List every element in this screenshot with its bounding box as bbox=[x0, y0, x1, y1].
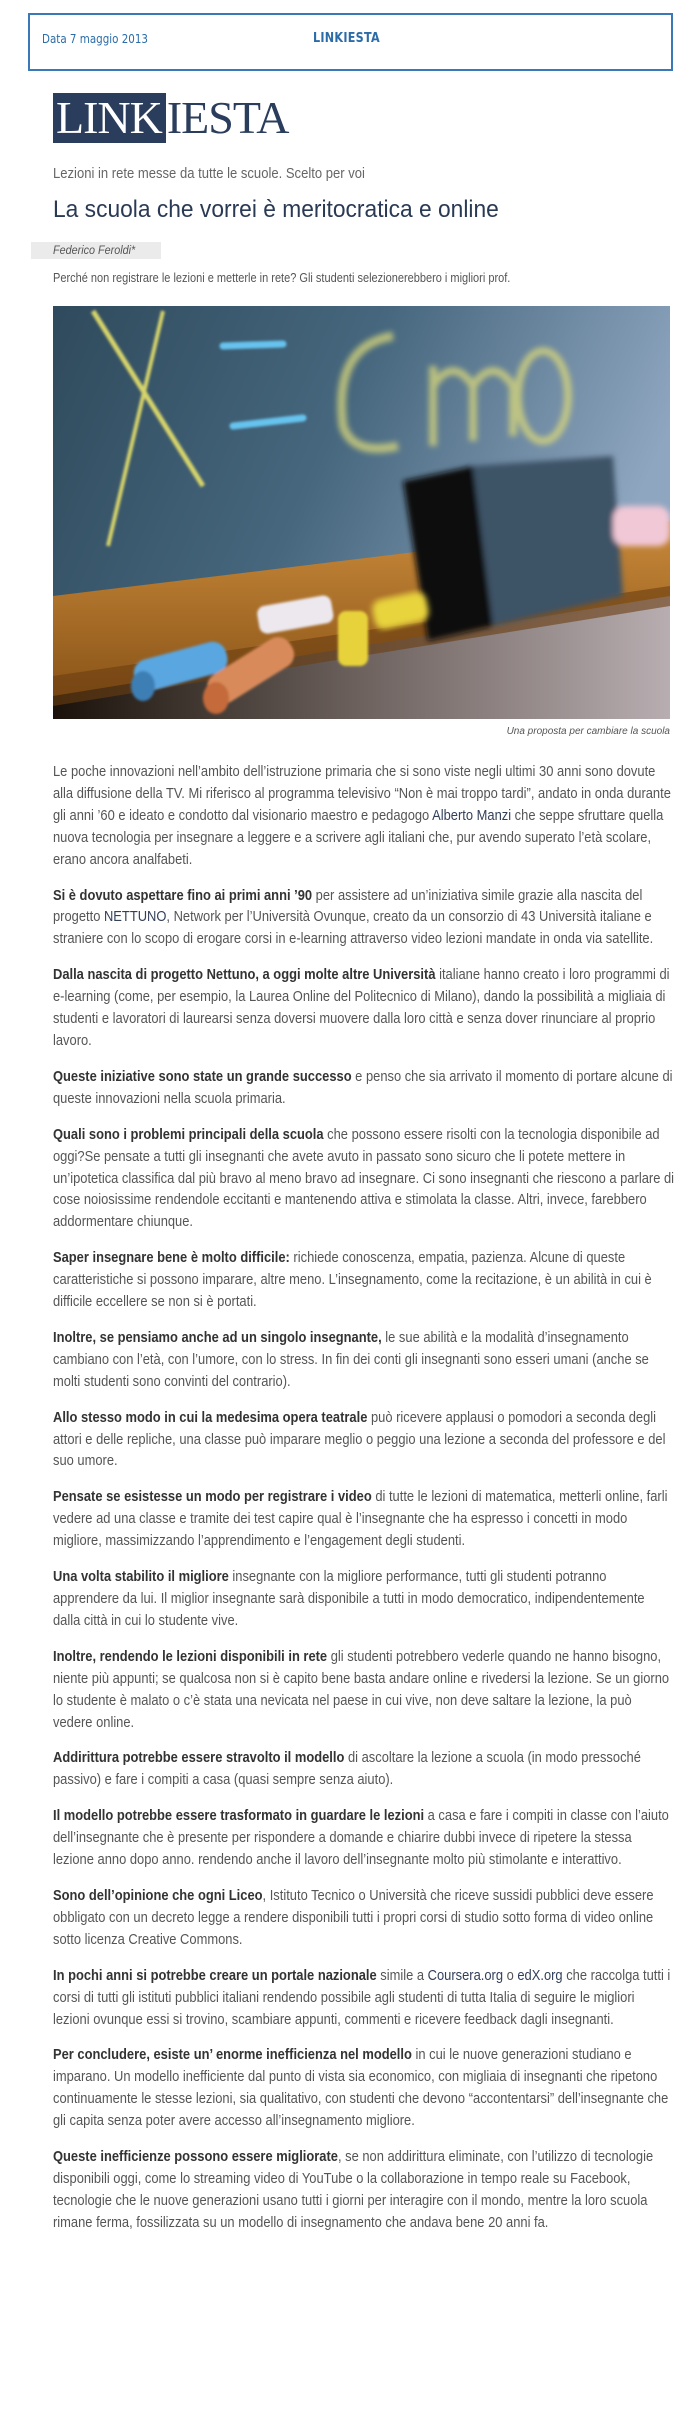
bold-lead: Queste iniziative sono state un grande successo bbox=[53, 1068, 352, 1085]
paragraph-text: simile a bbox=[376, 1967, 428, 1984]
paragraph-text: gli studenti potrebbero vederle quando ne hanno bisogno, niente più appunti; se qualcosa non si è capito bene basta andare online e rivedersi la lezione. Se un giorno lo studente è malato o c’è stata una nevicata nel paese in cui vive, non deve saltare la lezione, la può vedere online. bbox=[53, 1648, 670, 1731]
paragraph-text: che seppe sfruttare quella nuova tecnologia per insegnare a leggere e a scrivere agli italiani che, pur avendo superato l’età scolare, erano ancora analfabeti. bbox=[53, 807, 664, 868]
paragraph-text: può ricevere applausi o pomodori a seconda degli attori e delle repliche, una classe può imparare meglio o peggio una lezione a seconda del professore e del suo umore. bbox=[53, 1409, 666, 1470]
paragraph-text: di tutte le lezioni di matematica, metterli online, farli vedere ad una classe e tramite dei test capire qual è l’insegnante che ha espresso i concetti in modo migliore, massimizzando l’apprendimento e l’engagement degli studenti. bbox=[53, 1489, 668, 1550]
bold-lead: Saper insegnare bene è molto difficile: bbox=[53, 1250, 290, 1267]
article-paragraph bbox=[53, 1408, 674, 1474]
article-paragraph bbox=[53, 1966, 674, 2032]
clipping-date: Data 7 maggio 2013 bbox=[42, 32, 148, 46]
article-paragraph bbox=[53, 1567, 674, 1633]
article-paragraph bbox=[53, 2045, 674, 2133]
bold-lead: Pensate se esistesse un modo per registrare i video bbox=[53, 1489, 372, 1506]
article-paragraph bbox=[53, 2147, 674, 2235]
photo-caption: Una proposta per cambiare la scuola bbox=[506, 726, 670, 737]
paragraph-text: che raccolga tutti i corsi di tutti gli istituti pubblici italiani rendendo possibile agli studenti di tutta Italia di seguire le migliori lezioni ovunque essi si trovino, scambiare appunti, commenti e ricevere feedback dagli insegnanti. bbox=[53, 1967, 671, 2028]
bold-lead: Una volta stabilito il migliore bbox=[53, 1569, 229, 1586]
article-paragraph bbox=[53, 762, 674, 872]
inline-link[interactable]: Coursera.org bbox=[427, 1967, 504, 1984]
article-paragraph bbox=[53, 1806, 674, 1872]
article-author: Federico Feroldi* bbox=[53, 243, 136, 257]
paragraph-text: , Istituto Tecnico o Università che riceve sussidi pubblici deve essere obbligato con un decreto legge a rendere disponibili tutti i propri corsi di studio sotto forma di video online sotto licenza Creative Commons. bbox=[53, 1887, 654, 1948]
paragraph-text: , Network per l’Università Ovunque, creato da un consorzio di 43 Università italiane e straniere con lo scopo di erogare corsi in e-learning attraverso video lezioni mandate in onda via satellite. bbox=[53, 909, 654, 948]
article-paragraph bbox=[53, 1748, 674, 1792]
article-paragraph bbox=[53, 1487, 674, 1553]
paragraph-text: insegnante con la migliore performance, tutti gli studenti potranno apprendere da lui. Il miglior insegnante sarà disponibile a tutti in modo democratico, indipendentemente dalla città in cui lo studente vive. bbox=[53, 1569, 645, 1629]
bold-lead: Si è dovuto aspettare fino ai primi anni ’90 bbox=[53, 887, 313, 904]
article-paragraph bbox=[53, 965, 674, 1053]
bold-lead: Inoltre, rendendo le lezioni disponibili in rete bbox=[53, 1648, 328, 1665]
inline-link[interactable]: edX.org bbox=[517, 1967, 563, 1984]
article-photo-chalkboard bbox=[53, 306, 670, 719]
article-paragraph bbox=[53, 1328, 674, 1394]
clipping-publication: LINKIESTA bbox=[313, 31, 380, 46]
article-kicker: Lezioni in rete messe da tutte le scuole. Scelto per voi bbox=[53, 166, 365, 182]
article-paragraph bbox=[53, 1125, 674, 1235]
paragraph-text: italiane hanno creato i loro programmi di e-learning (come, per esempio, la Laurea Online del Politecnico di Milano), dando la possibilità a migliaia di studenti e lavoratori di laurearsi senza doversi muovere dalla loro città e senza dover rinunciare al proprio lavoro. bbox=[53, 967, 670, 1049]
bold-lead: Sono dell’opinione che ogni Liceo bbox=[53, 1887, 263, 1904]
bold-lead: In pochi anni si potrebbe creare un portale nazionale bbox=[53, 1967, 377, 1984]
logo-light-part: IESTA bbox=[166, 92, 289, 143]
bold-lead: Queste inefficienze possono essere migliorate bbox=[53, 2149, 338, 2166]
press-clipping-header bbox=[28, 13, 673, 71]
bold-lead: Inoltre, se pensiamo anche ad un singolo insegnante, bbox=[53, 1329, 382, 1346]
article-paragraph bbox=[53, 1886, 674, 1952]
logo-dark-part: LINK bbox=[53, 93, 166, 143]
bold-lead: Addirittura potrebbe essere stravolto il modello bbox=[53, 1750, 345, 1767]
article-paragraph bbox=[53, 886, 674, 952]
paragraph-text: per assistere ad un’iniziativa simile grazie alla nascita del progetto bbox=[53, 887, 643, 926]
inline-link[interactable]: NETTUNO bbox=[103, 909, 167, 926]
article-lede: Perché non registrare le lezioni e metterle in rete? Gli studenti selezionerebbero i migliori prof. bbox=[53, 271, 511, 285]
article-paragraph bbox=[53, 1067, 674, 1111]
bold-lead: Per concludere, esiste un’ enorme inefficienza nel modello bbox=[53, 2047, 412, 2064]
article-paragraph bbox=[53, 1647, 674, 1735]
article-body bbox=[53, 762, 673, 2249]
bold-lead: Dalla nascita di progetto Nettuno, a oggi molte altre Università bbox=[53, 967, 436, 984]
paragraph-text: le sue abilità e la modalità d’insegnamento cambiano con l’età, con l’umore, con lo stress. In fin dei conti gli insegnanti sono esseri umani (anche se molti studenti sono convinti del contrario). bbox=[53, 1329, 649, 1390]
linkiesta-logo bbox=[53, 93, 289, 143]
bold-lead: Il modello potrebbe essere trasformato in guardare le lezioni bbox=[53, 1808, 425, 1825]
paragraph-text: richiede conoscenza, empatia, pazienza. Alcune di queste caratteristiche si possono imparare, altre meno. L’insegnamento, come la recitazione, è un abilità in cui è difficile eccellere se non si è portati. bbox=[53, 1250, 652, 1311]
paragraph-text: o bbox=[503, 1967, 518, 1984]
bold-lead: Allo stesso modo in cui la medesima opera teatrale bbox=[53, 1409, 368, 1426]
paragraph-text: e penso che sia arrivato il momento di portare alcune di queste innovazioni nella scuola primaria. bbox=[53, 1068, 673, 1107]
paragraph-text: che possono essere risolti con la tecnologia disponibile ad oggi?Se pensate a tutti gli insegnanti che avete avuto in passato sono sicuro che li potete mettere in un’ipotetica classifica dal più bravo al meno bravo ad insegnare. Ci sono insegnanti che riescono a parlare di cose noiosissime rendendole eccitanti e mantenendo attiva e stimolata la classe. Altri, invece, farebbero addormentare chiunque. bbox=[53, 1126, 675, 1231]
paragraph-text: di ascoltare la lezione a scuola (in modo pressoché passivo) e fare i compiti a casa (quasi sempre senza aiuto). bbox=[53, 1750, 641, 1789]
bold-lead: Quali sono i problemi principali della scuola bbox=[53, 1126, 324, 1143]
paragraph-text: in cui le nuove generazioni studiano e imparano. Un modello inefficiente dal punto di vista sia economico, con migliaia di insegnanti che ripetono continuamente le stesse lezioni, sia qualitativo, con studenti che devono “accontentarsi” dell’insegnante che gli capita senza poter avere accesso all’insegnamento migliore. bbox=[53, 2047, 669, 2130]
paragraph-text: Le poche innovazioni nell’ambito dell’istruzione primaria che si sono viste negli ultimi 30 anni sono dovute alla diffusione della TV. Mi riferisco al programma televisivo “Non è mai troppo tardi”, andato in onda durante gli anni ’60 e ideato e condotto dal visionario maestro e pedagogo bbox=[53, 764, 671, 824]
inline-link[interactable]: Alberto Manzi bbox=[432, 807, 512, 824]
article-paragraph bbox=[53, 1248, 674, 1314]
paragraph-text: a casa e fare i compiti in classe con l’aiuto dell’insegnante che è presente per rispondere a domande e chiarire dubbi invece di ripetere la stessa lezione anno dopo anno. rendendo anche il lavoro dell’insegnante molto più stimolante e interattivo. bbox=[53, 1808, 669, 1869]
article-title: La scuola che vorrei è meritocratica e online bbox=[53, 196, 499, 223]
paragraph-text: , se non addirittura eliminate, con l’utilizzo di tecnologie disponibili oggi, come lo streaming video di YouTube o la collaborazione in tempo reale su Facebook, tecnologie che le nuove generazioni usano tutti i giorni per interagire con il mondo, mentre la loro scuola rimane ferma, fossilizzata su un modello di insegnamento che andava bene 20 anni fa. bbox=[53, 2149, 654, 2231]
